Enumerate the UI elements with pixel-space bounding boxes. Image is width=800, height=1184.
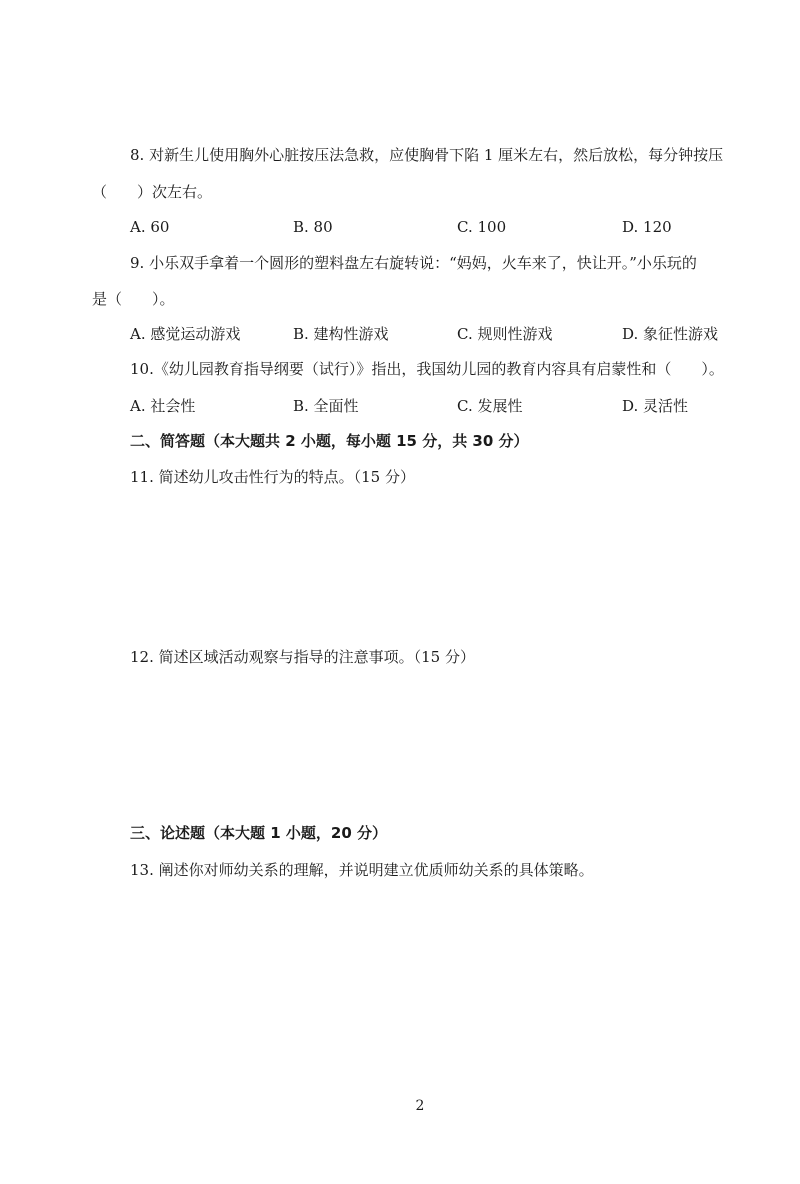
question-9-options: [130, 324, 750, 344]
question-10-options: [130, 396, 750, 416]
question-9-text: 9. 小乐双手拿着一个圆形的塑料盘左右旋转说：“妈妈，火车来了，快让开。”小乐玩的: [130, 254, 697, 272]
option-c: C. 发展性: [457, 397, 523, 415]
section-3-heading: 三、论述题（本大题 1 小题，20 分）: [130, 824, 387, 842]
option-b: B. 建构性游戏: [293, 325, 389, 343]
question-8-text: 8. 对新生儿使用胸外心脏按压法急救，应使胸骨下陷 1 厘米左右，然后放松，每分钟按压: [130, 146, 724, 164]
option-b: B. 80: [293, 218, 333, 236]
page-number: 2: [415, 1098, 425, 1114]
question-8-options: [130, 217, 750, 237]
option-b: B. 全面性: [293, 397, 359, 415]
option-d: D. 象征性游戏: [622, 325, 719, 343]
question-10-text: 10.《幼儿园教育指导纲要（试行）》指出，我国幼儿园的教育内容具有启蒙性和（ ）。: [130, 360, 724, 378]
question-11-text: 11. 简述幼儿攻击性行为的特点。（15 分）: [130, 468, 415, 486]
option-c: C. 规则性游戏: [457, 325, 553, 343]
question-12-text: 12. 简述区域活动观察与指导的注意事项。（15 分）: [130, 648, 475, 666]
option-d: D. 120: [622, 218, 672, 236]
option-d: D. 灵活性: [622, 397, 689, 415]
question-8-text-continued: （ ）次左右。: [92, 183, 213, 201]
question-13-text: 13. 阐述你对师幼关系的理解，并说明建立优质师幼关系的具体策略。: [130, 861, 594, 879]
option-a: A. 感觉运动游戏: [130, 325, 241, 343]
question-9-text-continued: 是（ ）。: [92, 290, 175, 308]
option-c: C. 100: [457, 218, 507, 236]
section-2-heading: 二、简答题（本大题共 2 小题，每小题 15 分，共 30 分）: [130, 432, 529, 450]
option-a: A. 社会性: [130, 397, 196, 415]
option-a: A. 60: [130, 218, 170, 236]
